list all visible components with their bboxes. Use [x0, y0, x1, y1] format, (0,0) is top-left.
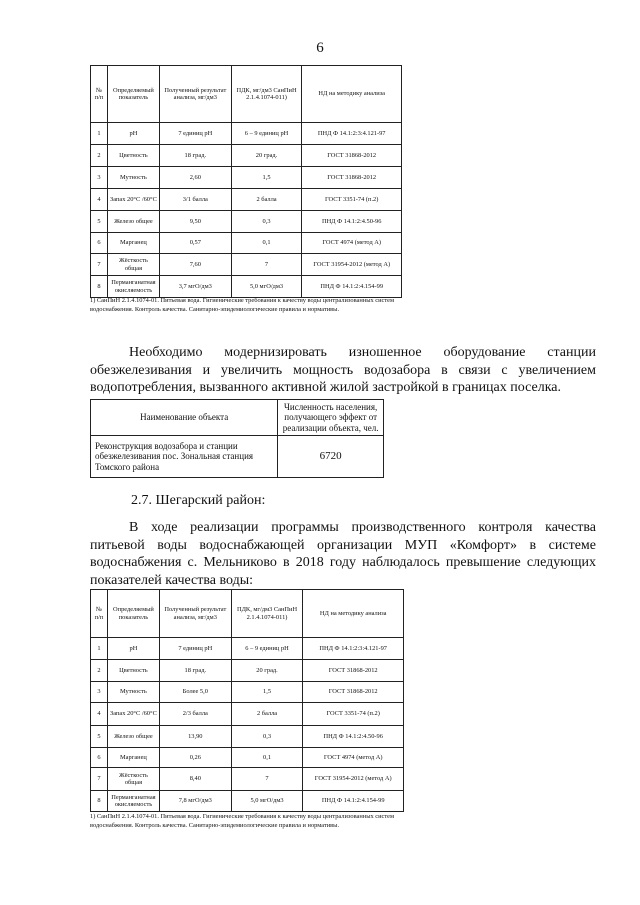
table-cell: 8,40 — [159, 768, 231, 791]
table-cell: Жёсткость общая — [107, 768, 159, 791]
table-cell: 1 — [91, 638, 108, 660]
population-table — [90, 399, 384, 478]
table-cell: 2 балла — [231, 703, 303, 726]
table-cell: Железо общее — [107, 211, 159, 233]
table-cell: 6 — [91, 748, 108, 768]
table-cell: 7 — [91, 254, 108, 276]
table-row — [91, 123, 402, 145]
table-cell: 18 град. — [159, 660, 231, 682]
table-cell: ПНД Ф 14.1:2:4.154-99 — [302, 276, 402, 298]
paragraph-melnikovo: В ходе реализации программы производственного контроля качества питьевой воды водоснабжающей организации МУП «Комфорт» в системе водоснабжения с. Мельниково в 2018 году наблюдалось превышение следующих показателей качества воды: — [90, 520, 596, 588]
table-cell: Запах 20°С /60°С — [107, 189, 159, 211]
table-cell: pH — [107, 123, 159, 145]
header-cell: Определяемый показатель — [107, 590, 159, 638]
table-cell: 3/1 балла — [159, 189, 231, 211]
table-cell: 0,57 — [159, 233, 231, 254]
table-header-row — [91, 590, 404, 638]
table-row — [91, 211, 402, 233]
table-cell: 2 балла — [231, 189, 302, 211]
table-cell: 2 — [91, 145, 108, 167]
water-quality-table-1 — [90, 65, 402, 298]
table-cell: 7 — [91, 768, 108, 791]
section-heading: 2.7. Шегарский район: — [131, 493, 266, 508]
table-cell: Перманганатная окисляемость — [107, 276, 159, 298]
table-cell: 6 – 9 единиц pH — [231, 123, 302, 145]
table-cell: 0,26 — [159, 748, 231, 768]
table-cell: 1,5 — [231, 167, 302, 189]
table-cell: ГОСТ 31954-2012 (метод А) — [302, 254, 402, 276]
table-cell: ГОСТ 4974 (метод А) — [302, 233, 402, 254]
header-cell: Полученный результат анализа, мг/дм3 — [159, 590, 231, 638]
table-cell: 20 град. — [231, 145, 302, 167]
table-cell: ГОСТ 31868-2012 — [302, 145, 402, 167]
table-cell: 7 единиц pH — [159, 123, 231, 145]
table-cell: 3,7 мгО/дм3 — [159, 276, 231, 298]
table-row — [91, 682, 404, 703]
footnote-2: 1) СанПиН 2.1.4.1074-01. Питьевая вода. Гигиенические требования к качеству воды централизованных систем водоснабжения. Контроль качества. Санитарно-эпидемиологические правила и нормативы. — [90, 813, 395, 829]
table-cell: Цветность — [107, 660, 159, 682]
table-cell: 18 град. — [159, 145, 231, 167]
header-cell: ПДК, мг/дм3 СанПиН 2.1.4.1074-011) — [231, 590, 303, 638]
paragraph-modernization: Необходимо модернизировать изношенное оборудование станции обезжелезивания и увеличить мощность водозабора в связи с увеличением водопотребления, вызванного активной жилой застройкой в границах поселка. — [90, 345, 596, 395]
table-row — [91, 276, 402, 298]
table-cell: ПНД Ф 14.1:2:3:4.121-97 — [302, 123, 402, 145]
table-cell: ГОСТ 31868-2012 — [303, 660, 404, 682]
table-cell: 2 — [91, 660, 108, 682]
water-quality-table-2 — [90, 589, 404, 812]
table-row — [91, 791, 404, 812]
table-cell: Марганец — [107, 233, 159, 254]
table-row — [91, 748, 404, 768]
table-row — [91, 145, 402, 167]
table-cell: 2/3 балла — [159, 703, 231, 726]
header-cell: ПДК, мг/дм3 СанПиН 2.1.4.1074-011) — [231, 66, 302, 123]
table-cell: 6 – 9 единиц pH — [231, 638, 303, 660]
table-cell: 20 град. — [231, 660, 303, 682]
pop-row-population: 6720 — [278, 436, 384, 478]
header-cell: № п/п — [91, 590, 108, 638]
footnote-1: 1) СанПиН 2.1.4.1074-01. Питьевая вода. Гигиенические требования к качеству воды централизованных систем водоснабжения. Контроль качества. Санитарно-эпидемиологические правила и нормативы. — [90, 297, 395, 313]
table-cell: 3 — [91, 167, 108, 189]
table-cell: 5,0 мгО/дм3 — [231, 791, 303, 812]
table-cell: ГОСТ 3351-74 (п.2) — [302, 189, 402, 211]
table-row — [91, 189, 402, 211]
table-cell: 4 — [91, 189, 108, 211]
table-cell: 13,90 — [159, 726, 231, 748]
table-cell: ГОСТ 31868-2012 — [303, 682, 404, 703]
table-cell: 8 — [91, 276, 108, 298]
table-header-row — [91, 66, 402, 123]
header-cell: Определяемый показатель — [107, 66, 159, 123]
table-cell: 2,60 — [159, 167, 231, 189]
table-cell: 1 — [91, 123, 108, 145]
table-cell: 7 единиц pH — [159, 638, 231, 660]
table-row — [91, 254, 402, 276]
page-number: 6 — [316, 40, 324, 56]
table-cell: ПНД Ф 14.1:2:3:4.121-97 — [303, 638, 404, 660]
header-cell: НД на методику анализа — [302, 66, 402, 123]
table-cell: 5 — [91, 726, 108, 748]
table-cell: ГОСТ 3351-74 (п.2) — [303, 703, 404, 726]
table-cell: Жёсткость общая — [107, 254, 159, 276]
table-cell: 0,3 — [231, 726, 303, 748]
table-row — [91, 726, 404, 748]
table-cell: ГОСТ 31868-2012 — [302, 167, 402, 189]
table-row — [91, 233, 402, 254]
table-cell: Марганец — [107, 748, 159, 768]
table-row — [91, 768, 404, 791]
pop-row-name: Реконструкция водозабора и станции обезжелезивания пос. Зональная станция Томского района — [91, 436, 278, 478]
table-row — [91, 703, 404, 726]
table-cell: 7 — [231, 768, 303, 791]
table-row — [91, 638, 404, 660]
table-cell: ПНД Ф 14.1:2:4.50-96 — [303, 726, 404, 748]
table-cell: Мутность — [107, 167, 159, 189]
table-cell: 5,0 мгО/дм3 — [231, 276, 302, 298]
table-cell: Железо общее — [107, 726, 159, 748]
table-cell: 4 — [91, 703, 108, 726]
table-cell: 7,60 — [159, 254, 231, 276]
header-cell: № п/п — [91, 66, 108, 123]
table-cell: Запах 20°С /60°С — [107, 703, 159, 726]
table-cell: 9,50 — [159, 211, 231, 233]
pop-header-population: Численность населения, получающего эффект от реализации объекта, чел. — [278, 400, 384, 436]
table-cell: 1,5 — [231, 682, 303, 703]
table-cell: ГОСТ 4974 (метод А) — [303, 748, 404, 768]
header-cell: Полученный результат анализа, мг/дм3 — [159, 66, 231, 123]
table-cell: Цветность — [107, 145, 159, 167]
table-cell: ПНД Ф 14.1:2:4.154-99 — [303, 791, 404, 812]
table-row — [91, 167, 402, 189]
table-cell: 3 — [91, 682, 108, 703]
table-cell: 8 — [91, 791, 108, 812]
table-cell: 7,8 мгО/дм3 — [159, 791, 231, 812]
table-row — [91, 660, 404, 682]
table-cell: 0,1 — [231, 748, 303, 768]
table-cell: Мутность — [107, 682, 159, 703]
table-cell: 0,1 — [231, 233, 302, 254]
table-cell: Перманганатная окисляемость — [107, 791, 159, 812]
table-cell: 6 — [91, 233, 108, 254]
table-cell: 7 — [231, 254, 302, 276]
table-cell: 5 — [91, 211, 108, 233]
table-cell: 0,3 — [231, 211, 302, 233]
pop-header-name: Наименование объекта — [91, 400, 278, 436]
table-cell: ПНД Ф 14.1:2:4.50-96 — [302, 211, 402, 233]
header-cell: НД на методику анализа — [303, 590, 404, 638]
table-cell: Более 5,0 — [159, 682, 231, 703]
table-cell: pH — [107, 638, 159, 660]
table-cell: ГОСТ 31954-2012 (метод А) — [303, 768, 404, 791]
